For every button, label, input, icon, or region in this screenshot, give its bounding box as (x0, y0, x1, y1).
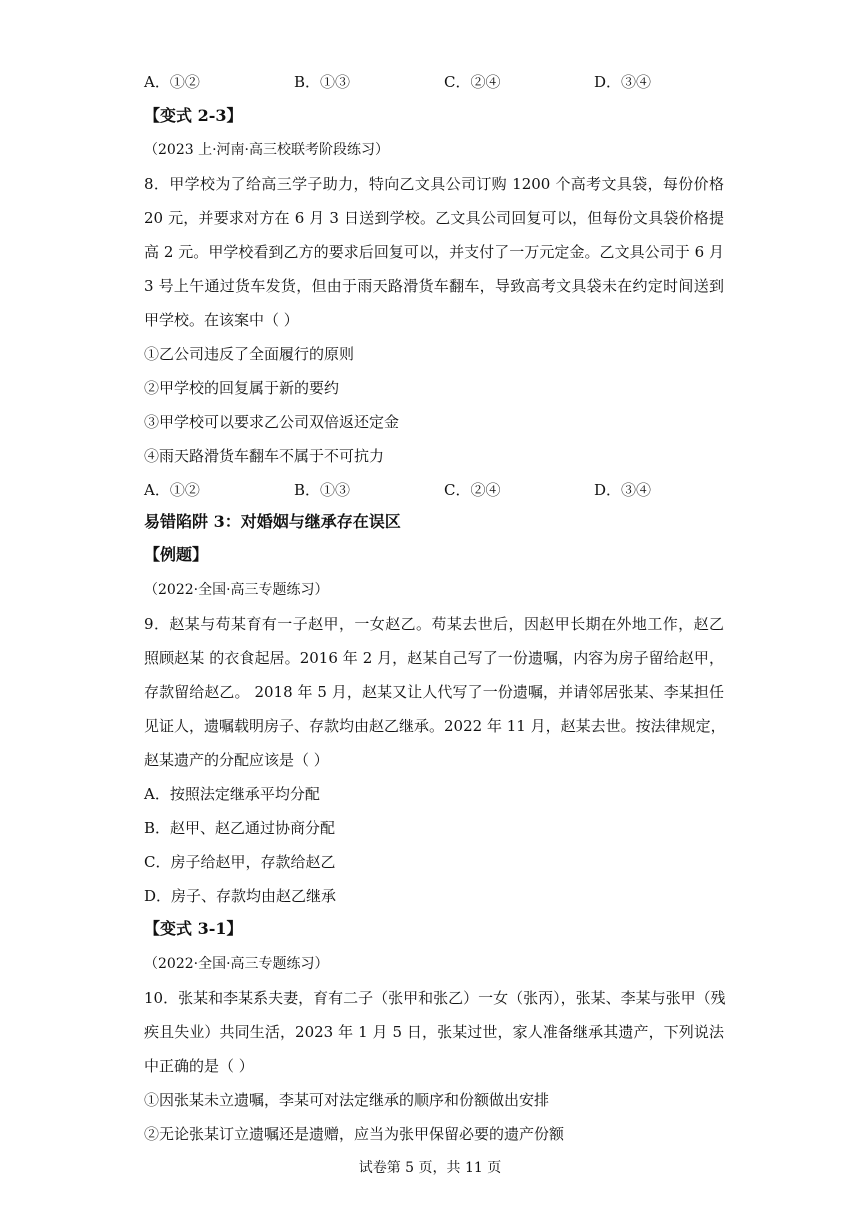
q9-option-d: D．房子、存款均由赵乙继承 (144, 887, 337, 905)
q10-statement: ①因张某未立遗嘱，李某可对法定继承的顺序和份额做出安排 (144, 1091, 550, 1109)
q7-options (144, 72, 724, 92)
q9-source: （2022·全国·高三专题练习） (144, 582, 329, 598)
q10-stem-line: 10．张某和李某系夫妻，育有二子（张甲和张乙）一女（张丙），张某、李某与张甲（残 (144, 989, 726, 1007)
option-a: A．①② (144, 73, 200, 91)
q8-stem-line: 20 元，并要求对方在 6 月 3 日送到学校。乙文具公司回复可以，但每份文具袋价格提 (144, 209, 724, 227)
q8-statement: ②甲学校的回复属于新的要约 (144, 379, 340, 397)
option-d: D．③④ (594, 481, 652, 499)
q10-stem-line: 疾且失业）共同生活，2023 年 1 月 5 日，张某过世，家人准备继承其遗产，下列说法 (144, 1023, 724, 1041)
q8-statement: ④雨天路滑货车翻车不属于不可抗力 (144, 447, 385, 465)
q9-option-b: B．赵甲、赵乙通过协商分配 (144, 819, 336, 837)
variant-3-1-source: （2022·全国·高三专题练习） (144, 956, 329, 972)
option-c: C．②④ (444, 481, 501, 499)
q9-stem-line: 9．赵某与苟某育有一子赵甲，一女赵乙。苟某去世后，因赵甲长期在外地工作，赵乙 (144, 615, 724, 633)
variant-2-3-heading: 【变式 2-3】 (144, 106, 243, 125)
q9-stem-line: 赵某遗产的分配应该是（ ） (144, 751, 329, 769)
variant-2-3-source: （2023 上·河南·高三校联考阶段练习） (144, 142, 389, 158)
option-c: C．②④ (444, 73, 501, 91)
q8-statement: ③甲学校可以要求乙公司双倍返还定金 (144, 413, 400, 431)
option-a: A．①② (144, 481, 200, 499)
q8-stem-line: 3 号上午通过货车发货，但由于雨天路滑货车翻车，导致高考文具袋未在约定时间送到 (144, 277, 724, 295)
q10-stem-line: 中正确的是（ ） (144, 1057, 254, 1075)
q9-stem-line: 见证人，遗嘱载明房子、存款均由赵乙继承。2022 年 11 月，赵某去世。按法律规定， (144, 717, 726, 735)
q9-stem-line: 照顾赵某 的衣食起居。2016 年 2 月，赵某自己写了一份遗嘱，内容为房子留给赵甲， (144, 649, 724, 667)
option-d: D．③④ (594, 73, 652, 91)
q8-stem-line: 甲学校。在该案中（ ） (144, 311, 299, 329)
q8-statement: ①乙公司违反了全面履行的原则 (144, 345, 355, 363)
q9-stem-line: 存款留给赵乙。 2018 年 5 月，赵某又让人代写了一份遗嘱，并请邻居张某、李某担任 (144, 683, 724, 701)
option-b: B．①③ (294, 73, 351, 91)
q9-option-a: A．按照法定继承平均分配 (144, 785, 320, 803)
q10-statement: ②无论张某订立遗嘱还是遗赠，应当为张甲保留必要的遗产份额 (144, 1125, 565, 1143)
q9-option-c: C．房子给赵甲，存款给赵乙 (144, 853, 336, 871)
q8-options (144, 480, 724, 500)
variant-3-1-heading: 【变式 3-1】 (144, 919, 243, 938)
option-b: B．①③ (294, 481, 351, 499)
page-footer: 试卷第 5 页，共 11 页 (358, 1160, 502, 1176)
example-heading: 【例题】 (144, 545, 209, 564)
q8-stem-line: 高 2 元。甲学校看到乙方的要求后回复可以，并支付了一万元定金。乙文具公司于 6 月 (144, 243, 724, 261)
q8-stem-line: 8．甲学校为了给高三学子助力，特向乙文具公司订购 1200 个高考文具袋，每份价格 (144, 175, 724, 193)
trap-3-title: 易错陷阱 3：对婚姻与继承存在误区 (144, 512, 401, 531)
